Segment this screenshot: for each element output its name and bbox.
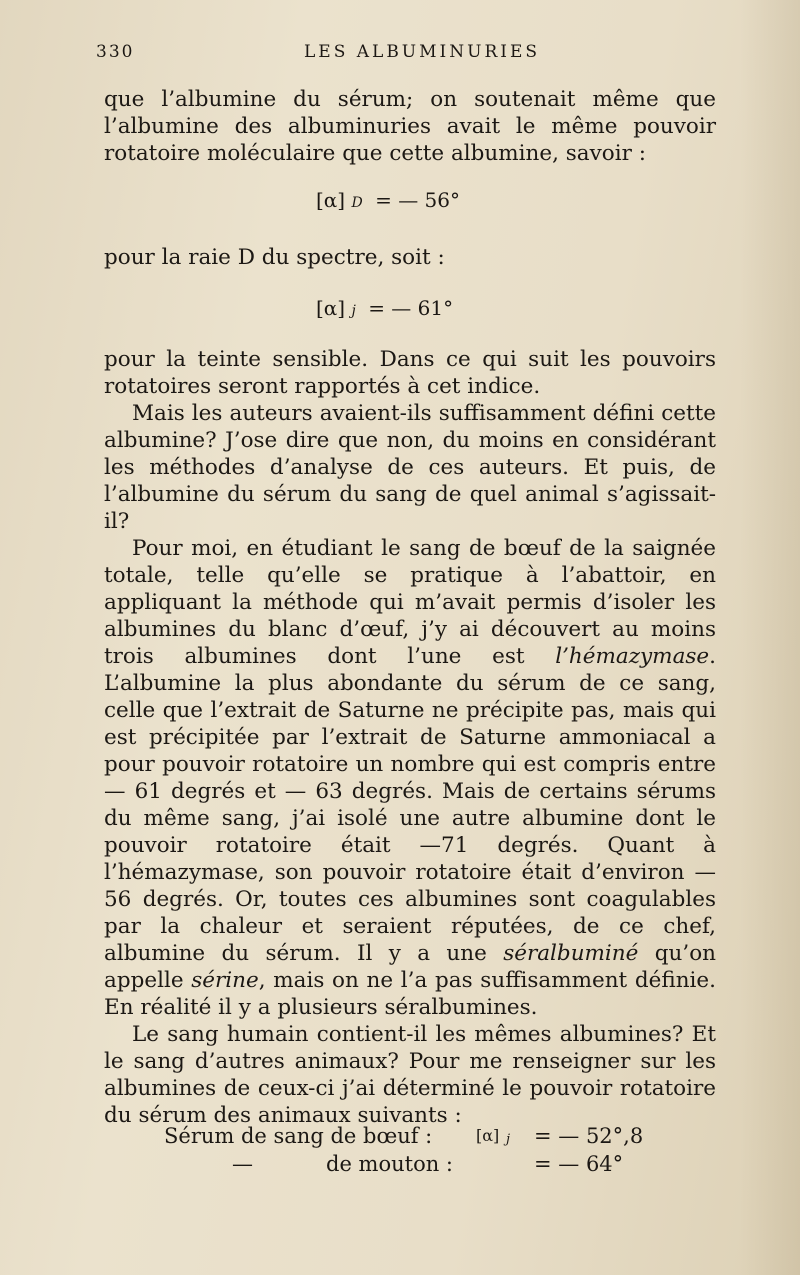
running-header (96, 42, 716, 64)
paragraph-5-part-1: Pour moi, en étudiant le sang de bœuf de la saignée totale, telle qu’elle se pratique à l’abattoir, en appliquant la méthode qui m’avait permis d’isoler les albumines du blanc d’œuf, j’y ai découvert au moins trois albumines dont l’une est (104, 536, 716, 669)
paragraph-2-text: pour la raie D du spectre, soit : (104, 245, 445, 270)
table-row-1-label: Sérum de sang de bœuf : (164, 1124, 433, 1148)
table-row-2-label: de mouton : (326, 1152, 453, 1176)
table-row-boeuf (104, 1124, 716, 1152)
paragraph-4-text: Mais les auteurs avaient-ils suffisamment défini cette albumine? J’ose dire que non, du moins en considérant les méthodes d’analyse de ces auteurs. Et puis, de l’albumine du sérum du sang de quel animal s’agissait-il? (104, 401, 716, 534)
serum-table (104, 1124, 716, 1180)
paragraph-5-part-4: , mais on ne l’a pas suffisamment définie. En réalité il y a plusieurs séralbumines. (104, 968, 716, 1020)
formula-2 (316, 296, 453, 320)
paragraph-6-text: Le sang humain contient-il les mêmes albumines? Et le sang d’autres animaux? Pour me renseigner sur les albumines de ceux-ci j’ai déterminé le pouvoir rotatoire du sérum des animaux suivants : (104, 1022, 716, 1128)
paragraph-5-part-3: qu’on appelle (104, 941, 716, 993)
paragraph-3 (104, 346, 716, 1129)
table-row-1-value: = — 52°,8 (534, 1124, 644, 1148)
term-hemazymase: l’hémazymase (555, 644, 710, 669)
table-row-mouton (104, 1152, 716, 1180)
formula-1 (316, 188, 460, 212)
formula-2-value: = — 61° (368, 296, 454, 320)
term-seralbumine: séralbuminé (503, 941, 639, 966)
formula-2-subscript: j (351, 303, 356, 319)
table-row-2-dash: — (232, 1152, 253, 1176)
paragraph-3-text: pour la teinte sensible. Dans ce qui suit les pouvoirs rotatoires seront rapportés à cet indice. (104, 347, 716, 399)
table-row-1-subscript: j (506, 1132, 511, 1147)
formula-1-value: = — 56° (375, 188, 460, 212)
page-edge-shadow (740, 0, 800, 1275)
paragraph-1-text: que l’albumine du sérum; on soutenait même que l’albumine des albuminuries avait le même pouvoir rotatoire moléculaire que cette albumine, savoir : (104, 87, 716, 166)
paragraph-1 (104, 86, 716, 167)
paragraph-5-part-2: . L’albumine la plus abondante du sérum de ce sang, celle que l’extrait de Saturne ne précipite pas, mais qui est précipitée par l’extrait de Saturne ammoniacal a pour pouvoir rotatoire un nombre qui est compris entre — 61 degrés et — 63 degrés. Mais de certains sérums du même sang, j’ai isolé une autre albumine dont le pouvoir rotatoire était —71 degrés. Quant à l’hémazymase, son pouvoir rotatoire était d’environ — 56 degrés. Or, toutes ces albumines sont coagulables par la chaleur et seraient réputées, de ce chef, albumine du sérum. Il y a une (104, 644, 716, 966)
formula-2-bracket: [α] (316, 296, 346, 320)
formula-1-subscript: D (351, 195, 363, 211)
formula-1-bracket: [α] (316, 188, 346, 212)
paragraph-2 (104, 244, 716, 271)
page-number: 330 (96, 42, 135, 62)
table-row-1-bracket: [α] (476, 1126, 500, 1145)
table-row-2-value: = — 64° (534, 1152, 624, 1176)
paragraph-5-text (104, 535, 716, 1021)
term-serine: sérine (191, 968, 259, 993)
running-title: LES ALBUMINURIES (304, 42, 541, 62)
